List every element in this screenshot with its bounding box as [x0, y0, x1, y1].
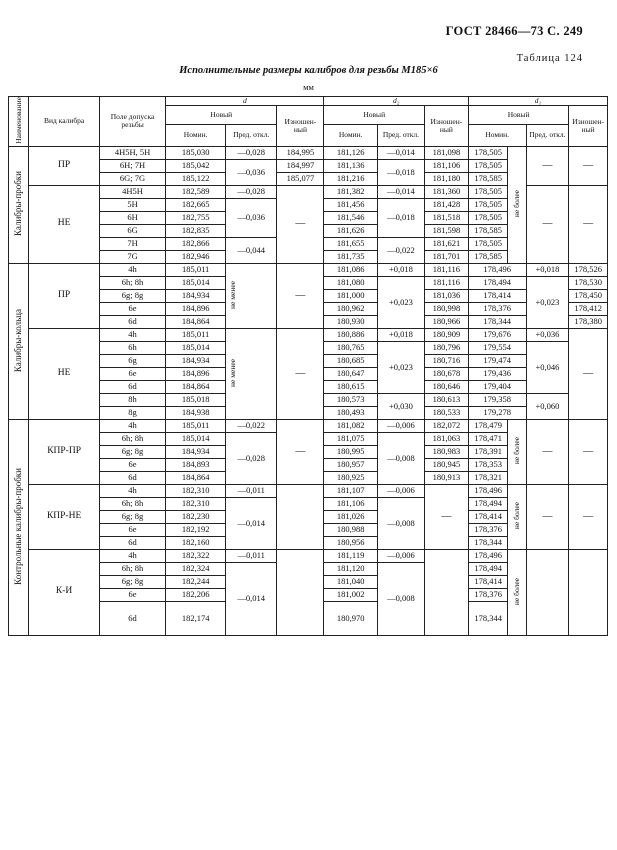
d1-nom: 178,479 — [468, 419, 508, 432]
d2-nom: 180,647 — [324, 367, 377, 380]
d2-pred: —0,018 — [377, 159, 424, 185]
d1-nom: 179,676 — [468, 328, 526, 341]
d1-nom: 178,585 — [468, 250, 508, 263]
field-cell: 6e — [99, 523, 165, 536]
d-pred: —0,011 — [226, 484, 277, 497]
field-cell: 4h — [99, 263, 165, 276]
d2-worn: 181,116 — [424, 263, 468, 276]
d-worn: — — [277, 185, 324, 263]
d2-pred: —0,008 — [377, 497, 424, 549]
d1-pred: — — [526, 185, 569, 263]
d2-nom: 181,126 — [324, 146, 377, 159]
d2-pred: —0,022 — [377, 237, 424, 263]
d2-nom: 181,216 — [324, 172, 377, 185]
d-nom: 185,122 — [166, 172, 226, 185]
d2-worn: 181,598 — [424, 224, 468, 237]
d1-nom: 178,505 — [468, 211, 508, 224]
d1-nom: 178,494 — [468, 497, 508, 510]
col-d: d — [166, 97, 324, 106]
col-d2-pred: Пред. откл. — [377, 124, 424, 146]
d2-worn: 180,796 — [424, 341, 468, 354]
d1-nom: 178,414 — [468, 289, 526, 302]
d1-pred: +0,060 — [526, 393, 569, 419]
d-nom: 184,896 — [166, 367, 226, 380]
d2-worn: 180,909 — [424, 328, 468, 341]
d1-nom: 178,494 — [468, 276, 526, 289]
kind-label: КПР-ПР — [29, 419, 100, 484]
col-d-pred: Пред. откл. — [226, 124, 277, 146]
d-nom: 184,934 — [166, 354, 226, 367]
unit-label: мм — [303, 82, 314, 92]
field-cell: 6h; 8h — [99, 562, 165, 575]
d2-nom: 180,956 — [324, 536, 377, 549]
d2-nom: 181,040 — [324, 575, 377, 588]
field-cell: 6g; 8g — [99, 510, 165, 523]
d2-pred: —0,014 — [377, 146, 424, 159]
table-title: Исполнительные размеры калибров для резьбы М185×6 — [179, 65, 438, 76]
d1-nom: 178,344 — [468, 315, 526, 328]
col-field: Поле допуска резьбы — [99, 97, 165, 147]
d-nom: 182,322 — [166, 549, 226, 562]
col-d1-new: Новый — [468, 105, 569, 124]
d2-worn: 182,072 — [424, 419, 468, 432]
table-number: Таблица 124 — [516, 53, 583, 64]
d1-worn: — — [569, 185, 608, 263]
d1-nom: 178,505 — [468, 237, 508, 250]
d-pred: —0,028 — [226, 432, 277, 484]
d1-nom: 178,344 — [468, 601, 508, 635]
d2-pred: —0,008 — [377, 432, 424, 484]
d-nom: 182,192 — [166, 523, 226, 536]
group-control: Контрольные калибры-пробки — [9, 419, 29, 635]
d-pred: —0,028 — [226, 146, 277, 159]
field-cell: 7H — [99, 237, 165, 250]
d2-nom: 181,075 — [324, 432, 377, 445]
d-worn: 184,997 — [277, 159, 324, 172]
col-d2-new: Новый — [324, 105, 425, 124]
d-nom: 182,310 — [166, 484, 226, 497]
d-nom: 182,230 — [166, 510, 226, 523]
d2-worn: 180,998 — [424, 302, 468, 315]
kind-label: НЕ — [29, 328, 100, 419]
d1-nom: 178,585 — [468, 224, 508, 237]
d1-worn: 178,526 — [569, 263, 608, 276]
d2-pred: +0,023 — [377, 276, 424, 328]
d2-worn: 181,098 — [424, 146, 468, 159]
d-nom: 182,589 — [166, 185, 226, 198]
d2-nom: 181,120 — [324, 562, 377, 575]
field-cell: 4h — [99, 549, 165, 562]
d2-worn: 181,428 — [424, 198, 468, 211]
d1-worn — [569, 549, 608, 635]
d1-nom: 178,321 — [468, 471, 508, 484]
d-nom: 184,864 — [166, 315, 226, 328]
d-nom: 182,174 — [166, 601, 226, 635]
d2-worn: 181,063 — [424, 432, 468, 445]
d1-pred: +0,046 — [526, 341, 569, 393]
d-nom: 185,018 — [166, 393, 226, 406]
d2-nom: 181,082 — [324, 419, 377, 432]
d2-nom: 181,626 — [324, 224, 377, 237]
d-worn: — — [277, 328, 324, 419]
d-pred: —0,014 — [226, 497, 277, 549]
d-nom: 185,042 — [166, 159, 226, 172]
d1-pred: +0,018 — [526, 263, 569, 276]
field-cell: 6g; 8g — [99, 289, 165, 302]
d1-nom: 178,391 — [468, 445, 508, 458]
d-worn: — — [277, 263, 324, 328]
group-plugs: Калибры-пробки — [9, 146, 29, 263]
d2-nom: 180,765 — [324, 341, 377, 354]
d1-pred: — — [526, 419, 569, 484]
d1-nom: 178,376 — [468, 302, 526, 315]
col-d-worn: Изношен-ный — [277, 105, 324, 146]
d2-worn: 180,533 — [424, 406, 468, 419]
d1-pred: — — [526, 484, 569, 549]
d2-nom: 180,493 — [324, 406, 377, 419]
d1-nom: 179,554 — [468, 341, 526, 354]
d-worn — [277, 484, 324, 549]
d1-worn: 178,530 — [569, 276, 608, 289]
d2-worn: 180,646 — [424, 380, 468, 393]
field-cell: 4H5H — [99, 185, 165, 198]
d2-pred: —0,006 — [377, 419, 424, 432]
d-nom: 184,934 — [166, 445, 226, 458]
d2-nom: 181,086 — [324, 263, 377, 276]
d2-pred: +0,023 — [377, 341, 424, 393]
d2-nom: 180,685 — [324, 354, 377, 367]
col-d1-nom: Номин. — [468, 124, 526, 146]
d1-nom: 178,376 — [468, 588, 508, 601]
d1-nom: 179,404 — [468, 380, 526, 393]
d-note: не менее — [226, 328, 277, 419]
d1-worn: 178,380 — [569, 315, 608, 328]
field-cell: 4h — [99, 419, 165, 432]
d-nom: 182,324 — [166, 562, 226, 575]
field-cell: 6g; 8g — [99, 445, 165, 458]
field-cell: 6g — [99, 354, 165, 367]
d-pred: —0,044 — [226, 237, 277, 263]
d1-pred — [526, 549, 569, 635]
d-nom: 182,206 — [166, 588, 226, 601]
d2-worn: 181,116 — [424, 276, 468, 289]
d2-nom: 181,000 — [324, 289, 377, 302]
d2-nom: 181,382 — [324, 185, 377, 198]
d-nom: 182,665 — [166, 198, 226, 211]
d1-nom: 178,505 — [468, 185, 508, 198]
d-worn: — — [277, 419, 324, 484]
d2-nom: 180,925 — [324, 471, 377, 484]
d2-nom: 180,573 — [324, 393, 377, 406]
d1-nom: 178,344 — [468, 536, 508, 549]
d2-nom: 181,546 — [324, 211, 377, 224]
d1-pred: +0,036 — [526, 328, 569, 341]
d1-worn: — — [569, 146, 608, 185]
d1-nom: 179,358 — [468, 393, 526, 406]
field-cell: 6d — [99, 380, 165, 393]
field-cell: 6e — [99, 302, 165, 315]
field-cell: 6d — [99, 601, 165, 635]
d2-nom: 180,957 — [324, 458, 377, 471]
kind-label: КПР-НЕ — [29, 484, 100, 549]
col-d1-worn: Изношен-ный — [569, 105, 608, 146]
d-nom: 185,014 — [166, 341, 226, 354]
d-nom: 184,864 — [166, 380, 226, 393]
field-cell: 6d — [99, 471, 165, 484]
field-cell: 6G — [99, 224, 165, 237]
d1-nom: 178,505 — [468, 159, 508, 172]
d-pred: —0,011 — [226, 549, 277, 562]
field-cell: 6d — [99, 315, 165, 328]
d1-nom: 179,474 — [468, 354, 526, 367]
field-cell: 6e — [99, 367, 165, 380]
d1-nom: 178,494 — [468, 562, 508, 575]
d1-nom: 178,471 — [468, 432, 508, 445]
col-d2-nom: Номин. — [324, 124, 377, 146]
d1-pred: +0,023 — [526, 276, 569, 328]
d2-pred: —0,018 — [377, 198, 424, 237]
d-pred: —0,036 — [226, 159, 277, 185]
d-nom: 185,011 — [166, 263, 226, 276]
d-pred: —0,028 — [226, 185, 277, 198]
d2-worn: — — [424, 484, 468, 549]
d2-nom: 180,995 — [324, 445, 377, 458]
d-nom: 185,011 — [166, 419, 226, 432]
field-cell: 6G; 7G — [99, 172, 165, 185]
col-d-nom: Номин. — [166, 124, 226, 146]
d2-nom: 180,970 — [324, 601, 377, 635]
group-rings: Калибры-кольца — [9, 263, 29, 419]
col-d1-pred: Пред. откл. — [526, 124, 569, 146]
field-cell: 6h; 8h — [99, 432, 165, 445]
d2-nom: 181,106 — [324, 497, 377, 510]
field-cell: 8g — [99, 406, 165, 419]
d2-worn: 181,036 — [424, 289, 468, 302]
kind-label: ПР — [29, 146, 100, 185]
d2-nom: 181,456 — [324, 198, 377, 211]
d2-nom: 181,136 — [324, 159, 377, 172]
d1-nom: 178,496 — [468, 263, 526, 276]
d2-pred: +0,018 — [377, 263, 424, 276]
d-worn: 184,995 — [277, 146, 324, 159]
d-nom: 185,030 — [166, 146, 226, 159]
d-nom: 184,938 — [166, 406, 226, 419]
d-nom: 182,835 — [166, 224, 226, 237]
d1-nom: 178,585 — [468, 172, 508, 185]
d2-pred: +0,030 — [377, 393, 424, 419]
d-nom: 184,893 — [166, 458, 226, 471]
d2-nom: 180,615 — [324, 380, 377, 393]
field-cell: 6h; 8h — [99, 497, 165, 510]
d-nom: 182,310 — [166, 497, 226, 510]
kind-label: ПР — [29, 263, 100, 328]
d1-worn: — — [569, 419, 608, 484]
d-worn — [277, 549, 324, 635]
d1-nom: 178,505 — [468, 146, 508, 159]
col-d-new: Новый — [166, 105, 277, 124]
col-d1: d₁ — [468, 97, 607, 106]
field-cell: 8h — [99, 393, 165, 406]
d1-nom: 179,278 — [468, 406, 526, 419]
d1-worn: — — [569, 328, 608, 419]
d2-nom: 180,930 — [324, 315, 377, 328]
field-cell: 6e — [99, 588, 165, 601]
gauge-dimensions-table — [8, 96, 608, 636]
d1-note: не более — [508, 419, 526, 484]
d-nom: 184,896 — [166, 302, 226, 315]
d1-nom: 178,353 — [468, 458, 508, 471]
field-cell: 7G — [99, 250, 165, 263]
field-cell: 4h — [99, 328, 165, 341]
d-nom: 185,014 — [166, 276, 226, 289]
field-cell: 6h — [99, 341, 165, 354]
d2-worn: 181,106 — [424, 159, 468, 172]
d1-nom: 178,496 — [468, 549, 508, 562]
d-nom: 182,866 — [166, 237, 226, 250]
d2-worn: 181,621 — [424, 237, 468, 250]
d1-nom: 178,376 — [468, 523, 508, 536]
d2-pred: —0,006 — [377, 484, 424, 497]
field-cell: 6H — [99, 211, 165, 224]
field-cell: 4H5H, 5H — [99, 146, 165, 159]
d2-worn: 180,983 — [424, 445, 468, 458]
d-pred: —0,022 — [226, 419, 277, 432]
d2-nom: 181,735 — [324, 250, 377, 263]
d-pred: —0,014 — [226, 562, 277, 635]
d-pred: —0,036 — [226, 198, 277, 237]
d2-nom: 181,026 — [324, 510, 377, 523]
d2-worn: 180,678 — [424, 367, 468, 380]
d1-worn: 178,450 — [569, 289, 608, 302]
d-nom: 185,014 — [166, 432, 226, 445]
d2-nom: 181,002 — [324, 588, 377, 601]
d2-worn: 180,966 — [424, 315, 468, 328]
d1-worn: — — [569, 484, 608, 549]
col-d2-worn: Изношен-ный — [424, 105, 468, 146]
col-d2: d₂ — [324, 97, 468, 106]
d1-nom: 178,496 — [468, 484, 508, 497]
d2-nom: 181,119 — [324, 549, 377, 562]
d2-worn — [424, 549, 468, 635]
d2-worn: 181,518 — [424, 211, 468, 224]
d-nom: 184,864 — [166, 471, 226, 484]
d2-pred: —0,008 — [377, 562, 424, 635]
d-nom: 182,244 — [166, 575, 226, 588]
field-cell: 6e — [99, 458, 165, 471]
d-nom: 185,011 — [166, 328, 226, 341]
d2-worn: 181,701 — [424, 250, 468, 263]
d-worn: 185,077 — [277, 172, 324, 185]
d2-worn: 181,180 — [424, 172, 468, 185]
d1-nom: 178,505 — [468, 198, 508, 211]
field-cell: 4h — [99, 484, 165, 497]
field-cell: 6h; 8h — [99, 276, 165, 289]
d-nom: 184,934 — [166, 289, 226, 302]
d1-note: не более — [508, 146, 526, 263]
d2-worn: 180,613 — [424, 393, 468, 406]
field-cell: 5H — [99, 198, 165, 211]
d2-nom: 181,107 — [324, 484, 377, 497]
d1-nom: 178,414 — [468, 575, 508, 588]
d1-worn: 178,412 — [569, 302, 608, 315]
d2-worn: 180,716 — [424, 354, 468, 367]
d2-pred: —0,006 — [377, 549, 424, 562]
d2-nom: 180,962 — [324, 302, 377, 315]
d-nom: 182,755 — [166, 211, 226, 224]
d-nom: 182,160 — [166, 536, 226, 549]
d1-pred: — — [526, 146, 569, 185]
col-kind: Вид калибра — [29, 97, 100, 147]
d2-pred: +0,018 — [377, 328, 424, 341]
d2-nom: 180,988 — [324, 523, 377, 536]
d2-worn: 180,945 — [424, 458, 468, 471]
kind-label: К-И — [29, 549, 100, 635]
d-note: не менее — [226, 263, 277, 328]
kind-label: НЕ — [29, 185, 100, 263]
d1-note: не более — [508, 484, 526, 549]
d1-nom: 178,414 — [468, 510, 508, 523]
field-cell: 6d — [99, 536, 165, 549]
d2-nom: 180,886 — [324, 328, 377, 341]
d2-worn: 181,360 — [424, 185, 468, 198]
d2-worn: 180,913 — [424, 471, 468, 484]
col-name: Наименование — [9, 97, 29, 147]
d2-nom: 181,080 — [324, 276, 377, 289]
d2-nom: 181,655 — [324, 237, 377, 250]
field-cell: 6H; 7H — [99, 159, 165, 172]
field-cell: 6g; 8g — [99, 575, 165, 588]
d1-note: не более — [508, 549, 526, 635]
d2-pred: —0,014 — [377, 185, 424, 198]
standard-header: ГОСТ 28466—73 С. 249 — [445, 24, 583, 38]
d1-nom: 179,436 — [468, 367, 526, 380]
d-nom: 182,946 — [166, 250, 226, 263]
